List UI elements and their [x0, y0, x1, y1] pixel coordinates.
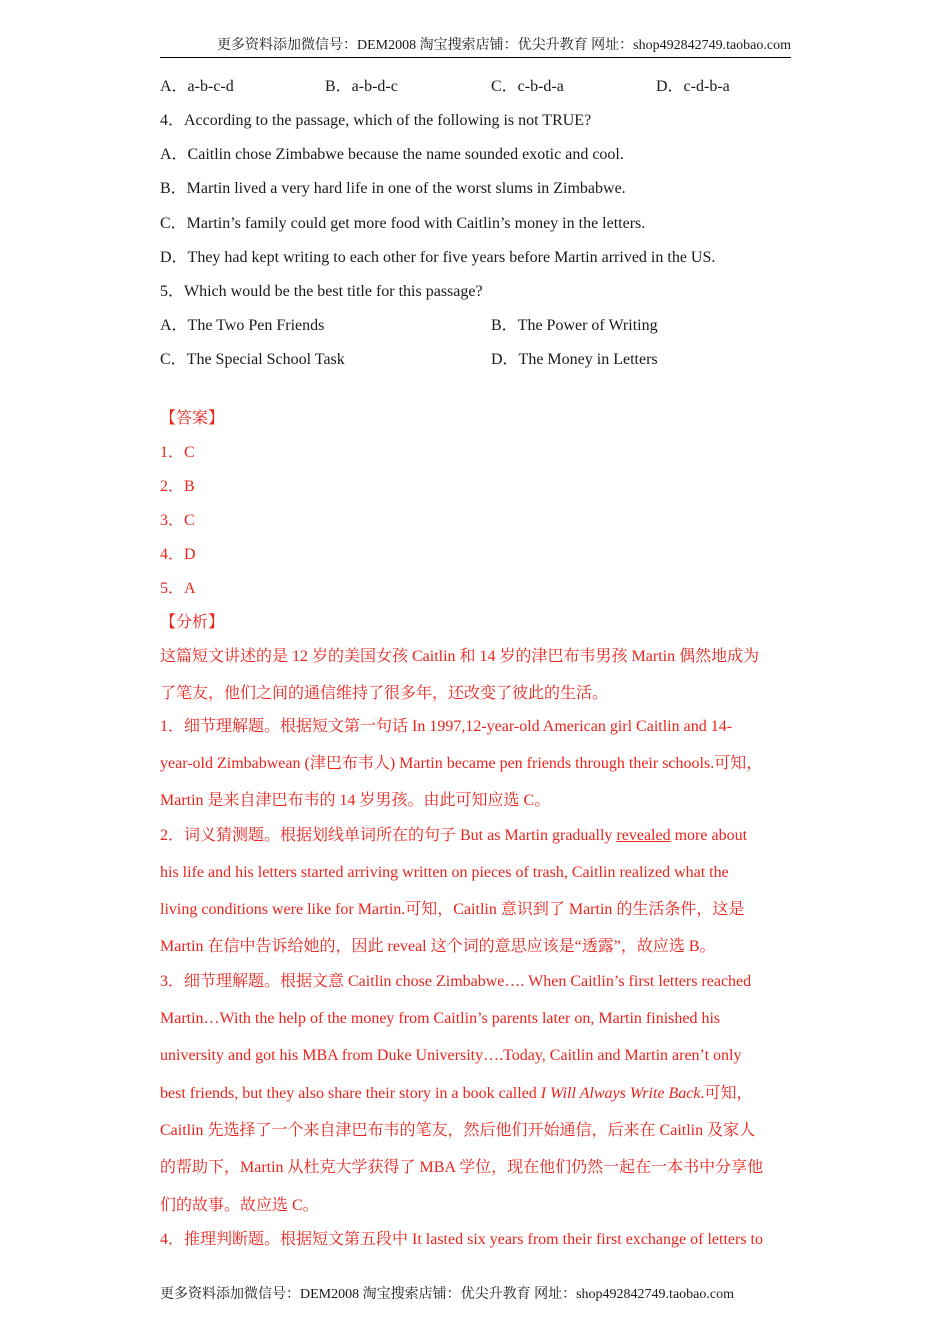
answer-item: 4．D	[160, 546, 196, 563]
answers-heading: 【答案】	[160, 410, 225, 427]
analysis-p1-line: year-old Zimbabwean (津巴布韦人) Martin became pen friends through their schools.可知，	[160, 755, 763, 772]
answer-item: 3．C	[160, 512, 195, 529]
q5-option-b: B．The Power of Writing	[491, 317, 658, 334]
q3-option-c: C．c-b-d-a	[491, 78, 564, 95]
analysis-p2-line: his life and his letters started arriving written on pieces of trash, Caitlin realized what the	[160, 864, 729, 881]
analysis-p4-line: 4．推理判断题。根据短文第五段中 It lasted six years from their first exchange of letters to	[160, 1231, 763, 1248]
analysis-p3-line: 3．细节理解题。根据文意 Caitlin chose Zimbabwe…. When Caitlin’s first letters reached	[160, 973, 752, 990]
q5-option-d: D．The Money in Letters	[491, 351, 658, 368]
answer-item: 1．C	[160, 444, 195, 461]
q5-option-a: A．The Two Pen Friends	[160, 317, 325, 334]
analysis-p1-line: 1．细节理解题。根据短文第一句话 In 1997,12-year-old American girl Caitlin and 14-	[160, 718, 733, 735]
answer-item: 5．A	[160, 580, 196, 597]
q3-option-d: D．c-d-b-a	[656, 78, 730, 95]
q4-option-a: A．Caitlin chose Zimbabwe because the name sounded exotic and cool.	[160, 146, 624, 163]
analysis-p3-line: Caitlin 先选择了一个来自津巴布韦的笔友，然后他们开始通信，后来在 Caitlin 及家人	[160, 1122, 756, 1139]
analysis-p3-line: Martin…With the help of the money from Caitlin’s parents later on, Martin finished his	[160, 1010, 721, 1027]
analysis-p2-text: 2．词义猜测题。根据划线单词所在的句子 But as Martin gradually	[160, 827, 617, 844]
q3-option-b: B．a-b-d-c	[325, 78, 398, 95]
page-footer: 更多资料添加微信号：DEM2008 淘宝搜索店铺：优尖升教育 网址：shop492842749.taobao.com	[160, 1287, 734, 1302]
q5-stem: 5．Which would be the best title for this passage?	[160, 283, 483, 300]
answer-item: 2．B	[160, 478, 195, 495]
analysis-p2-line: living conditions were like for Martin.可知，Caitlin 意识到了 Martin 的生活条件，这是	[160, 901, 745, 918]
q5-option-c: C．The Special School Task	[160, 351, 345, 368]
analysis-p3-line: 们的故事。故应选 C。	[160, 1197, 319, 1214]
q4-stem: 4．According to the passage, which of the following is not TRUE?	[160, 112, 592, 129]
page-header: 更多资料添加微信号：DEM2008 淘宝搜索店铺：优尖升教育 网址：shop492842749.taobao.com	[160, 37, 791, 58]
analysis-intro-line: 这篇短文讲述的是 12 岁的美国女孩 Caitlin 和 14 岁的津巴布韦男孩 Martin 偶然地成为	[160, 648, 760, 665]
analysis-p3-line: 的帮助下，Martin 从杜克大学获得了 MBA 学位，现在他们仍然一起在一本书中分享他	[160, 1159, 764, 1176]
underlined-word: revealed	[616, 827, 671, 844]
analysis-p1-line: Martin 是来自津巴布韦的 14 岁男孩。由此可知应选 C。	[160, 792, 551, 809]
analysis-p2-line	[160, 826, 800, 846]
q3-option-a: A．a-b-c-d	[160, 78, 234, 95]
analysis-heading: 【分析】	[160, 614, 225, 631]
analysis-intro-line: 了笔友，他们之间的通信维持了很多年，还改变了彼此的生活。	[160, 685, 609, 702]
analysis-p2-line: Martin 在信中告诉给她的，因此 reveal 这个词的意思应该是“透露”，故应选 B。	[160, 938, 716, 955]
q4-option-b: B．Martin lived a very hard life in one of the worst slums in Zimbabwe.	[160, 180, 626, 197]
analysis-p3-line	[160, 1084, 800, 1104]
book-title: I Will Always Write Back	[540, 1085, 701, 1102]
analysis-p2-text: more about	[670, 827, 748, 844]
analysis-p3-text: best friends, but they also share their story in a book called	[160, 1085, 541, 1102]
q4-option-c: C．Martin’s family could get more food with Caitlin’s money in the letters.	[160, 215, 646, 232]
q4-option-d: D．They had kept writing to each other for five years before Martin arrived in the US.	[160, 249, 716, 266]
analysis-p3-line: university and got his MBA from Duke University….Today, Caitlin and Martin aren’t only	[160, 1047, 742, 1064]
analysis-p3-text: .可知，	[700, 1085, 753, 1102]
